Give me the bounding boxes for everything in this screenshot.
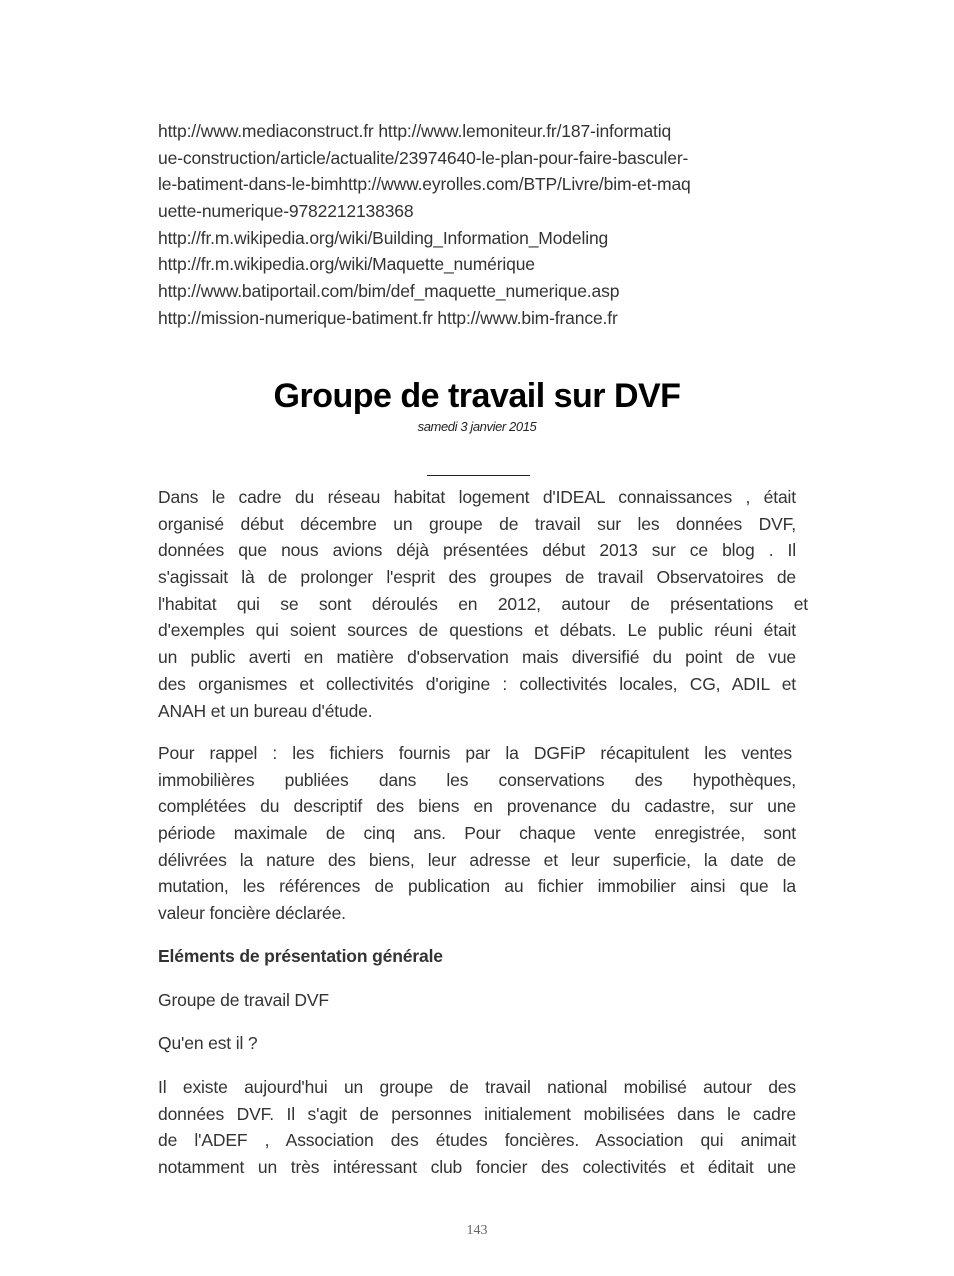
paragraph-2 [158,740,798,927]
text-line: Dans le cadre du réseau habitat logement d'IDEAL connaissances , était [158,487,796,507]
question-line: Qu'en est il ? [158,1033,258,1053]
text-line: données DVF. Il s'agit de personnes initialement mobilisées dans le cadre [158,1103,796,1124]
text-line: un public averti en matière d'observation mais diversifié du point de vue [158,647,796,668]
article-date: samedi 3 janvier 2015 [417,419,537,434]
article-title: Groupe de travail sur DVF [273,377,681,415]
text-line: s'agissait là de prolonger l'esprit des groupes de travail Observatoires de [158,567,796,588]
paragraph-3 [158,1074,798,1181]
text-line: Il existe aujourd'hui un groupe de travail national mobilisé autour des [158,1077,796,1097]
link-line[interactable]: http://fr.m.wikipedia.org/wiki/Building_Information_Modeling [158,227,609,248]
link-line[interactable]: ue-construction/article/actualite/23974640-le-plan-pour-faire-basculer- [158,147,689,168]
text-line: d'exemples qui soient sources de questions et débats. Le public réuni était [158,620,796,641]
paragraph-1 [158,484,808,724]
text-line: données que nous avions déjà présentées début 2013 sur ce blog . Il [158,540,796,561]
link-line[interactable]: http://www.mediaconstruct.fr http://www.lemoniteur.fr/187-informatiq [158,121,672,141]
text-line: valeur foncière déclarée. [158,903,346,924]
text-line: immobilières publiées dans les conservations des hypothèques, [158,769,796,790]
text-line: Pour rappel : les fichiers fournis par la DGFiP récapitulent les ventes [158,743,792,763]
text-line: période maximale de cinq ans. Pour chaque vente enregistrée, sont [158,823,796,844]
text-line: l'habitat qui se sont déroulés en 2012, autour de présentations et [158,593,808,614]
link-line[interactable]: http://fr.m.wikipedia.org/wiki/Maquette_numérique [158,254,535,275]
link-line[interactable]: http://www.batiportail.com/bim/def_maquette_numerique.asp [158,281,620,302]
page-number: 143 [466,1223,488,1238]
text-line: organisé début décembre un groupe de travail sur les données DVF, [158,513,796,534]
text-line: notamment un très intéressant club foncier des colectivités et éditait une [158,1157,796,1178]
text-line: délivrées la nature des biens, leur adresse et leur superficie, la date de [158,849,796,870]
subheading-line: Groupe de travail DVF [158,990,329,1010]
text-line: ANAH et un bureau d'étude. [158,700,373,721]
section-heading: Eléments de présentation générale [158,946,443,966]
link-line[interactable]: http://mission-numerique-batiment.fr http://www.bim-france.fr [158,307,618,328]
link-line[interactable]: uette-numerique-9782212138368 [158,201,414,222]
link-line[interactable]: le-batiment-dans-le-bimhttp://www.eyrolles.com/BTP/Livre/bim-et-maq [158,174,691,195]
reference-links [158,118,798,332]
text-line: des organismes et collectivités d'origine : collectivités locales, CG, ADIL et [158,673,796,694]
text-line: mutation, les références de publication au fichier immobilier ainsi que la [158,876,796,897]
text-line: complétées du descriptif des biens en provenance du cadastre, sur une [158,796,796,817]
text-line: de l'ADEF , Association des études foncières. Association qui animait [158,1130,796,1151]
separator-rule [427,475,530,476]
